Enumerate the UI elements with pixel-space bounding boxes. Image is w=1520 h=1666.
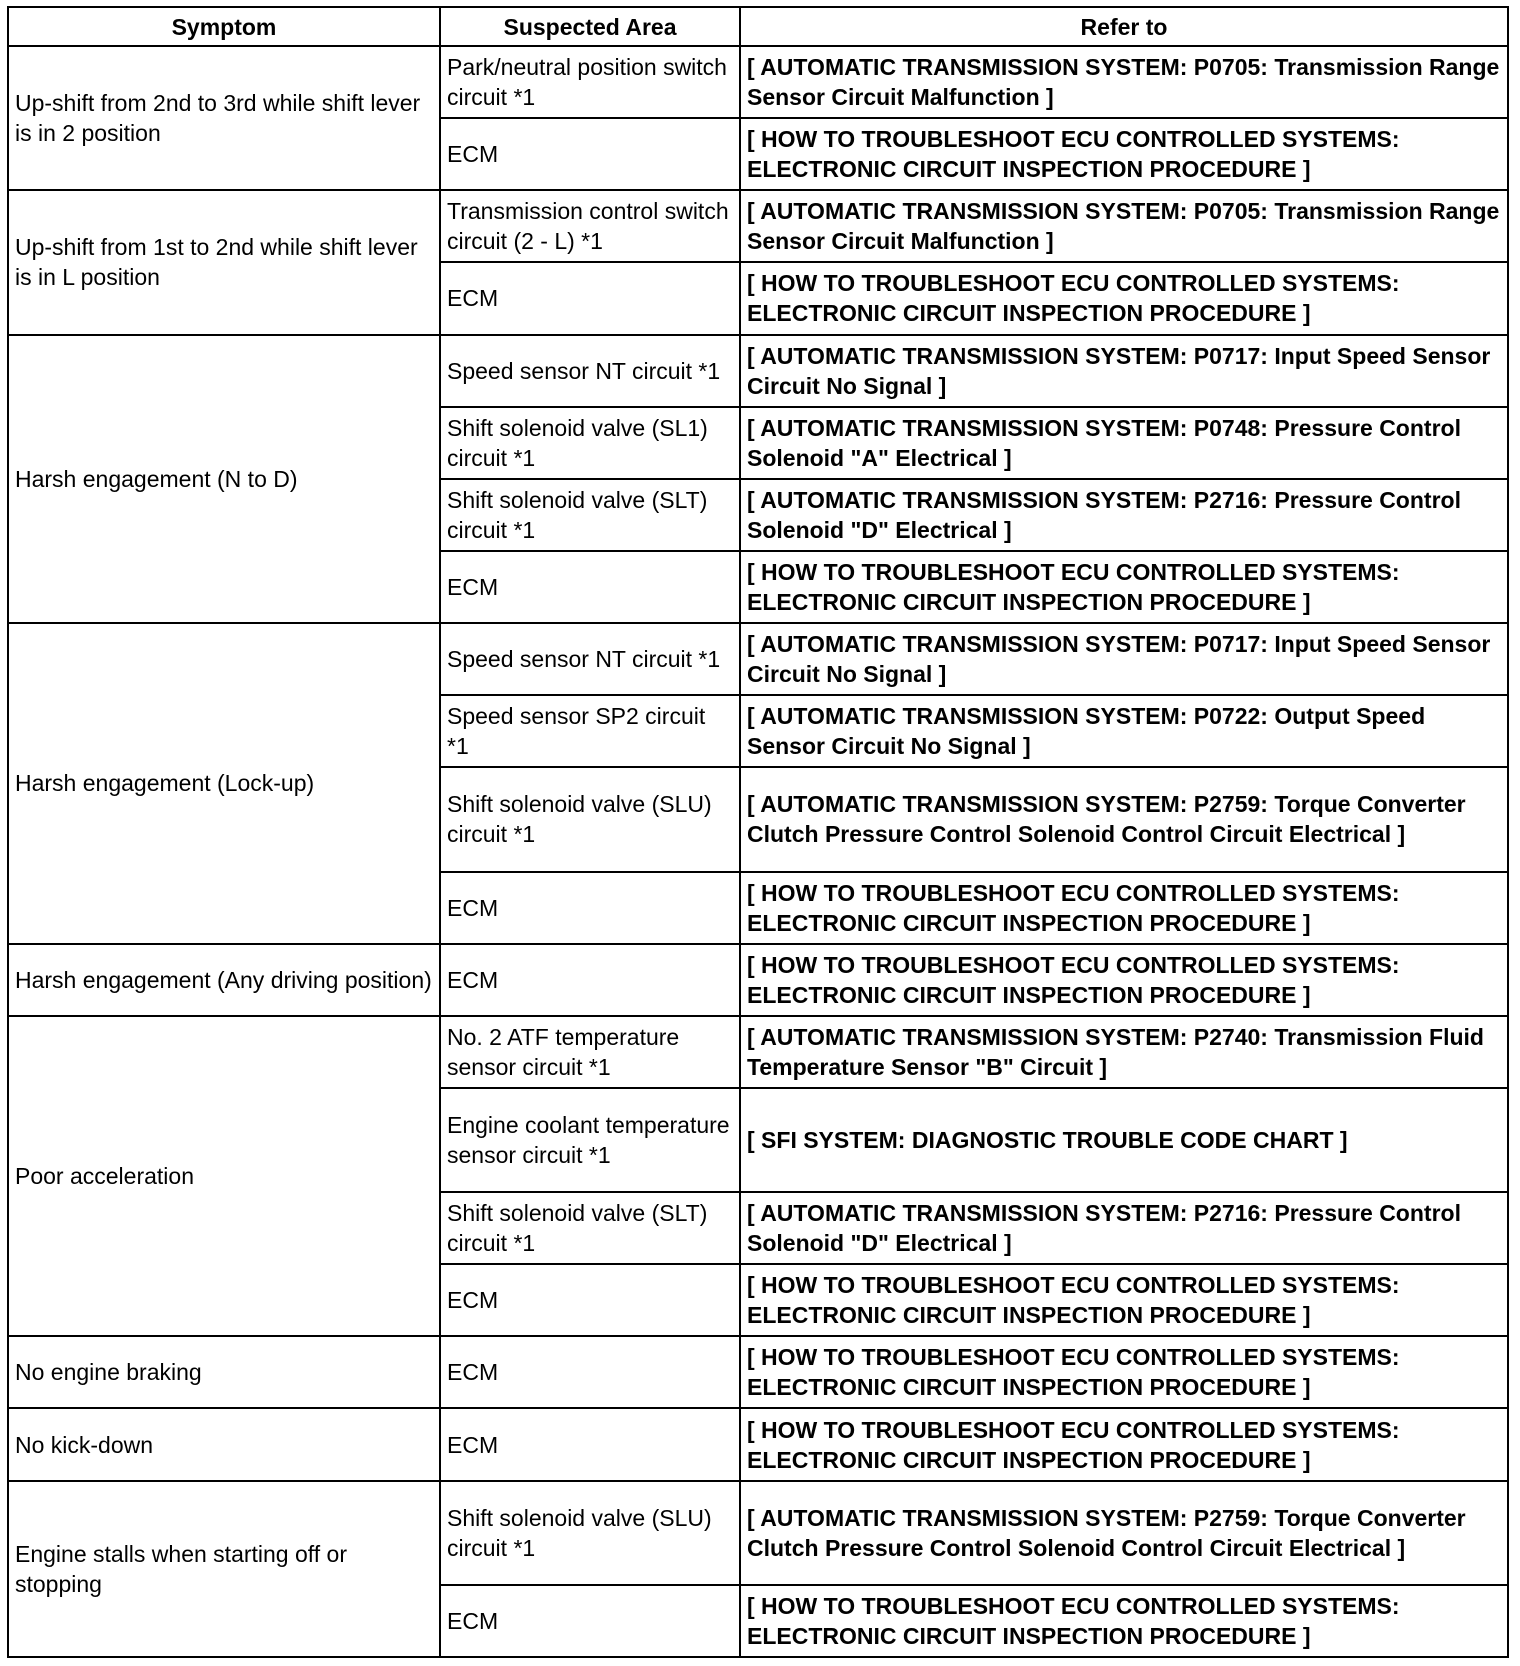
suspected-area-cell: Shift solenoid valve (SLU) circuit *1 xyxy=(440,767,740,871)
header-row xyxy=(8,7,1508,46)
suspected-area-cell: ECM xyxy=(440,118,740,190)
refer-to-link[interactable]: [ HOW TO TROUBLESHOOT ECU CONTROLLED SYSTEMS: ELECTRONIC CIRCUIT INSPECTION PROCEDURE ] xyxy=(740,944,1508,1016)
refer-to-link[interactable]: [ AUTOMATIC TRANSMISSION SYSTEM: P0722: Output Speed Sensor Circuit No Signal ] xyxy=(740,695,1508,767)
refer-to-link[interactable]: [ AUTOMATIC TRANSMISSION SYSTEM: P2759: Torque Converter Clutch Pressure Control Solenoid Control Circuit Electrical ] xyxy=(740,767,1508,871)
suspected-area-cell: Speed sensor NT circuit *1 xyxy=(440,623,740,695)
suspected-area-cell: Shift solenoid valve (SLU) circuit *1 xyxy=(440,1481,740,1585)
refer-to-link[interactable]: [ HOW TO TROUBLESHOOT ECU CONTROLLED SYSTEMS: ELECTRONIC CIRCUIT INSPECTION PROCEDURE ] xyxy=(740,1585,1508,1657)
table-row xyxy=(8,190,1508,262)
refer-to-link[interactable]: [ AUTOMATIC TRANSMISSION SYSTEM: P2759: Torque Converter Clutch Pressure Control Solenoid Control Circuit Electrical ] xyxy=(740,1481,1508,1585)
refer-to-link[interactable]: [ HOW TO TROUBLESHOOT ECU CONTROLLED SYSTEMS: ELECTRONIC CIRCUIT INSPECTION PROCEDURE ] xyxy=(740,118,1508,190)
refer-to-link[interactable]: [ HOW TO TROUBLESHOOT ECU CONTROLLED SYSTEMS: ELECTRONIC CIRCUIT INSPECTION PROCEDURE ] xyxy=(740,262,1508,334)
refer-to-link[interactable]: [ AUTOMATIC TRANSMISSION SYSTEM: P2716: Pressure Control Solenoid "D" Electrical ] xyxy=(740,1192,1508,1264)
refer-to-link[interactable]: [ AUTOMATIC TRANSMISSION SYSTEM: P0705: Transmission Range Sensor Circuit Malfunction ] xyxy=(740,190,1508,262)
symptom-cell: Poor acceleration xyxy=(8,1016,440,1337)
symptom-cell: Harsh engagement (Lock-up) xyxy=(8,623,440,944)
suspected-area-cell: Shift solenoid valve (SL1) circuit *1 xyxy=(440,407,740,479)
refer-to-link[interactable]: [ HOW TO TROUBLESHOOT ECU CONTROLLED SYSTEMS: ELECTRONIC CIRCUIT INSPECTION PROCEDURE ] xyxy=(740,1336,1508,1408)
suspected-area-cell: ECM xyxy=(440,1585,740,1657)
suspected-area-cell: ECM xyxy=(440,1264,740,1336)
suspected-area-cell: Park/neutral position switch circuit *1 xyxy=(440,46,740,118)
suspected-area-cell: Speed sensor NT circuit *1 xyxy=(440,335,740,407)
suspected-area-cell: ECM xyxy=(440,872,740,944)
suspected-area-cell: Transmission control switch circuit (2 - L) *1 xyxy=(440,190,740,262)
table-row xyxy=(8,623,1508,695)
table-row xyxy=(8,46,1508,118)
table-row xyxy=(8,1016,1508,1088)
header-refer-to: Refer to xyxy=(740,7,1508,46)
table-row xyxy=(8,1336,1508,1408)
table-row xyxy=(8,335,1508,407)
suspected-area-cell: No. 2 ATF temperature sensor circuit *1 xyxy=(440,1016,740,1088)
symptom-cell: Engine stalls when starting off or stopping xyxy=(8,1481,440,1657)
table-row xyxy=(8,1481,1508,1585)
symptom-table xyxy=(7,6,1509,1658)
symptom-cell: No engine braking xyxy=(8,1336,440,1408)
refer-to-link[interactable]: [ AUTOMATIC TRANSMISSION SYSTEM: P0717: Input Speed Sensor Circuit No Signal ] xyxy=(740,335,1508,407)
refer-to-link[interactable]: [ HOW TO TROUBLESHOOT ECU CONTROLLED SYSTEMS: ELECTRONIC CIRCUIT INSPECTION PROCEDURE ] xyxy=(740,551,1508,623)
symptom-cell: Up-shift from 2nd to 3rd while shift lever is in 2 position xyxy=(8,46,440,190)
symptom-cell: Up-shift from 1st to 2nd while shift lever is in L position xyxy=(8,190,440,334)
suspected-area-cell: ECM xyxy=(440,1408,740,1480)
table-row xyxy=(8,944,1508,1016)
suspected-area-cell: ECM xyxy=(440,262,740,334)
refer-to-link[interactable]: [ AUTOMATIC TRANSMISSION SYSTEM: P2740: Transmission Fluid Temperature Sensor "B" Circuit ] xyxy=(740,1016,1508,1088)
symptom-cell: Harsh engagement (N to D) xyxy=(8,335,440,624)
refer-to-link[interactable]: [ AUTOMATIC TRANSMISSION SYSTEM: P0748: Pressure Control Solenoid "A" Electrical ] xyxy=(740,407,1508,479)
suspected-area-cell: Shift solenoid valve (SLT) circuit *1 xyxy=(440,479,740,551)
refer-to-link[interactable]: [ HOW TO TROUBLESHOOT ECU CONTROLLED SYSTEMS: ELECTRONIC CIRCUIT INSPECTION PROCEDURE ] xyxy=(740,1408,1508,1480)
refer-to-link[interactable]: [ AUTOMATIC TRANSMISSION SYSTEM: P0705: Transmission Range Sensor Circuit Malfunction ] xyxy=(740,46,1508,118)
refer-to-link[interactable]: [ HOW TO TROUBLESHOOT ECU CONTROLLED SYSTEMS: ELECTRONIC CIRCUIT INSPECTION PROCEDURE ] xyxy=(740,872,1508,944)
suspected-area-cell: ECM xyxy=(440,1336,740,1408)
suspected-area-cell: ECM xyxy=(440,551,740,623)
suspected-area-cell: Shift solenoid valve (SLT) circuit *1 xyxy=(440,1192,740,1264)
symptom-cell: Harsh engagement (Any driving position) xyxy=(8,944,440,1016)
suspected-area-cell: Engine coolant temperature sensor circuit *1 xyxy=(440,1088,740,1192)
refer-to-link[interactable]: [ AUTOMATIC TRANSMISSION SYSTEM: P2716: Pressure Control Solenoid "D" Electrical ] xyxy=(740,479,1508,551)
header-suspected-area: Suspected Area xyxy=(440,7,740,46)
suspected-area-cell: ECM xyxy=(440,944,740,1016)
refer-to-link[interactable]: [ AUTOMATIC TRANSMISSION SYSTEM: P0717: Input Speed Sensor Circuit No Signal ] xyxy=(740,623,1508,695)
refer-to-link[interactable]: [ SFI SYSTEM: DIAGNOSTIC TROUBLE CODE CHART ] xyxy=(740,1088,1508,1192)
header-symptom: Symptom xyxy=(8,7,440,46)
refer-to-link[interactable]: [ HOW TO TROUBLESHOOT ECU CONTROLLED SYSTEMS: ELECTRONIC CIRCUIT INSPECTION PROCEDURE ] xyxy=(740,1264,1508,1336)
table-row xyxy=(8,1408,1508,1480)
symptom-cell: No kick-down xyxy=(8,1408,440,1480)
suspected-area-cell: Speed sensor SP2 circuit *1 xyxy=(440,695,740,767)
